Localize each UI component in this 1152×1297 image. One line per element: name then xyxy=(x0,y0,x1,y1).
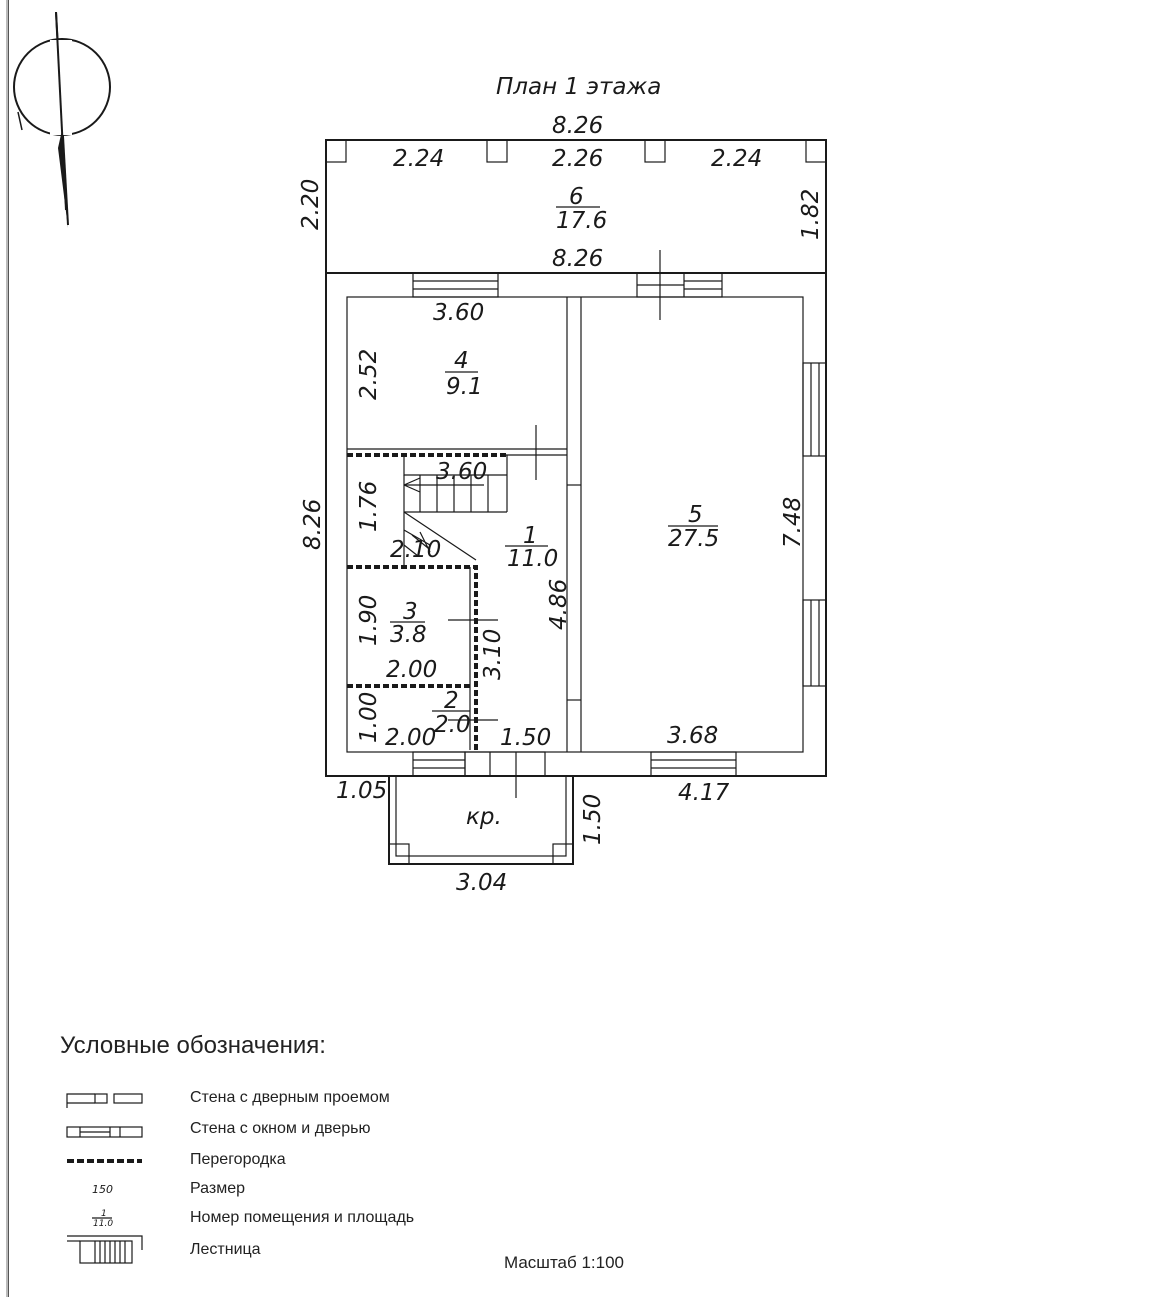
room-label-3 xyxy=(390,599,427,648)
dim-stair-width: 3.60 xyxy=(436,459,488,485)
dim-porch-offset: 1.05 xyxy=(336,778,388,804)
room-number: 3 xyxy=(403,599,418,625)
legend-item-partition: Перегородка xyxy=(190,1151,286,1168)
room-label-2 xyxy=(432,688,471,738)
section-markers xyxy=(448,250,684,798)
window-bottom-right xyxy=(651,752,736,776)
legend-item-window-door: Стена с окном и дверью xyxy=(190,1120,371,1137)
dim-terrace-left: 2.24 xyxy=(393,146,445,172)
dim-room2-depth: 1.00 xyxy=(356,691,382,743)
room-area: 3.8 xyxy=(390,622,427,648)
legend-room-area: 11.0 xyxy=(93,1219,114,1229)
room-label-5 xyxy=(668,502,719,552)
room-area: 27.5 xyxy=(668,526,720,552)
dim-terrace-mid: 2.26 xyxy=(552,146,604,172)
dim-room3-depth: 1.90 xyxy=(356,594,382,646)
dim-hall-width: 1.50 xyxy=(500,725,552,751)
legend-symbol-window-door xyxy=(67,1127,142,1137)
room-number: 6 xyxy=(569,184,584,210)
room-label-1 xyxy=(505,523,558,572)
legend-item-stair: Лестница xyxy=(190,1241,261,1258)
room-area: 17.6 xyxy=(556,208,608,234)
dim-terrace-depth-outer: 2.20 xyxy=(298,178,324,230)
compass-icon xyxy=(14,12,110,228)
dim-room2-width: 2.00 xyxy=(385,725,437,751)
legend-item-room: Номер помещения и площадь xyxy=(190,1209,415,1226)
dim-stair-landing: 2.10 xyxy=(390,537,442,563)
scale-label: Масштаб 1:100 xyxy=(504,1253,624,1272)
dim-terrace-inner: 8.26 xyxy=(552,246,604,272)
dim-terrace-right: 2.24 xyxy=(711,146,763,172)
legend-title: Условные обозначения: xyxy=(60,1032,326,1059)
dim-hall-inner: 3.10 xyxy=(480,628,506,680)
room-number: 1 xyxy=(523,523,538,549)
dim-total-width: 8.26 xyxy=(552,113,604,139)
dim-room3-width: 2.00 xyxy=(386,657,438,683)
legend-item-door-wall: Стена с дверным проемом xyxy=(190,1089,390,1106)
window-right-1 xyxy=(803,363,826,456)
window-top-left xyxy=(413,273,498,297)
room-label-6 xyxy=(556,184,607,234)
dim-terrace-depth-inner: 1.82 xyxy=(798,188,824,240)
dim-hall-depth: 4.86 xyxy=(546,578,572,630)
legend-room-num: 1 xyxy=(101,1209,107,1219)
legend-symbol-stair xyxy=(67,1236,142,1263)
dim-room4-depth: 2.52 xyxy=(356,348,382,400)
dim-porch-width: 3.04 xyxy=(456,870,508,896)
room-number: 2 xyxy=(444,688,459,714)
dim-right-wall: 4.17 xyxy=(678,780,730,806)
room-area: 11.0 xyxy=(507,546,559,572)
dim-total-depth: 8.26 xyxy=(300,498,326,550)
plan-title: План 1 этажа xyxy=(496,74,662,100)
legend-item-size: Размер xyxy=(190,1180,245,1197)
window-right-2 xyxy=(803,600,826,686)
dim-room5-depth: 7.48 xyxy=(780,496,806,548)
room-area: 9.1 xyxy=(446,374,483,400)
legend-symbol-room xyxy=(92,1209,113,1229)
dim-stair-depth: 1.76 xyxy=(356,480,382,532)
dim-room4-width: 3.60 xyxy=(433,300,485,326)
window-bottom-left xyxy=(413,752,465,776)
room-area: 2.0 xyxy=(434,712,471,738)
legend-symbol-size: 150 xyxy=(92,1183,113,1196)
room-number: 4 xyxy=(454,348,469,374)
porch-label: кр. xyxy=(466,804,502,830)
entrance-door xyxy=(465,752,545,776)
dim-room5-width: 3.68 xyxy=(667,723,719,749)
legend-symbol-door-wall xyxy=(67,1094,142,1108)
room-number: 5 xyxy=(688,502,703,528)
room-label-4 xyxy=(445,348,483,400)
dim-porch-depth: 1.50 xyxy=(580,793,606,845)
